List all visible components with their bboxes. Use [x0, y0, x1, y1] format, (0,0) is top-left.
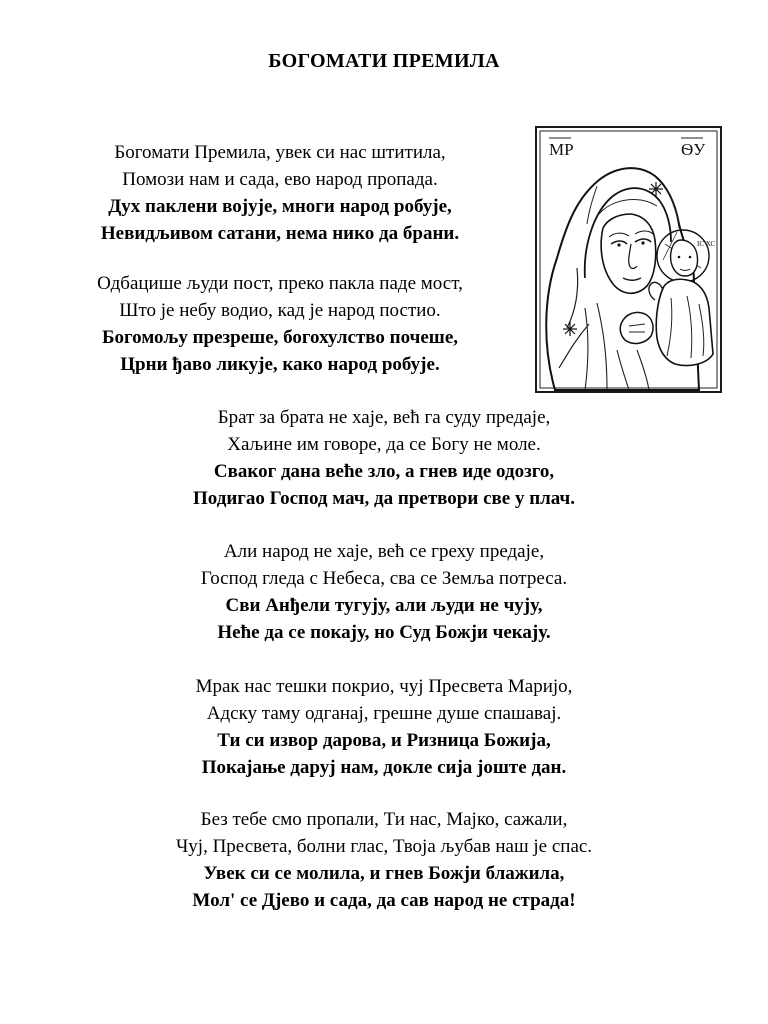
stanza-line-bold: Ти си извор дарова, и Ризница Божија,: [217, 730, 551, 751]
stanza-line-bold: Подигао Господ мач, да претвори све у плач.: [192, 488, 576, 509]
icon-label-right: ѲУ: [681, 140, 706, 159]
stanza-5: [84, 673, 684, 781]
stanza-line: Богомати Премила, увек си нас штитила,: [114, 142, 446, 163]
stanza-2: [40, 270, 520, 378]
virgin-and-child-icon: [537, 128, 720, 391]
stanza-line-bold: Покајање даруј нам, докле сија јоште дан.: [201, 757, 567, 778]
stanza-line-bold: Богомољу презреше, богохулство почеше,: [101, 327, 459, 348]
stanza-6: [84, 806, 684, 914]
stanza-line: Без тебе смо пропали, Ти нас, Мајко, сажали,: [200, 809, 568, 830]
stanza-line-bold: Невидљивом сатани, нема нико да брани.: [100, 223, 460, 244]
stanza-line-bold: Сви Анђели тугују, али људи не чују,: [225, 595, 543, 616]
stanza-4: [84, 538, 684, 646]
stanza-line: Адску таму одганај, грешне душе спашавај.: [206, 703, 562, 724]
stanza-line: Господ гледа с Небеса, сва се Земља потреса.: [200, 568, 568, 589]
stanza-1: [40, 139, 520, 247]
stanza-line-bold: Мол' се Дјево и сада, да сав народ не страда!: [192, 890, 576, 911]
stanza-line: Што је небу водио, кад је народ постио.: [119, 300, 441, 321]
stanza-line: Мрак нас тешки покрио, чуј Пресвета Маријо,: [195, 676, 573, 697]
stanza-line: Чуј, Пресвета, болни глас, Твоја љубав наш је спас.: [175, 836, 593, 857]
stanza-line: Али народ не хаје, већ се греху предаје,: [223, 541, 545, 562]
icon-illustration: [535, 126, 722, 393]
stanza-line-bold: Црни ђаво ликује, како народ робује.: [120, 354, 440, 375]
stanza-line-bold: Увек си се молила, и гнев Божји блажила,: [203, 863, 565, 884]
stanza-line-bold: Сваког дана веће зло, а гнев иде одозго,: [213, 461, 555, 482]
stanza-line: Помози нам и сада, ево народ пропада.: [122, 169, 438, 190]
stanza-3: [84, 404, 684, 512]
stanza-line: Хаљине им говоре, да се Богу не моле.: [227, 434, 541, 455]
icon-label-child: ІС ХС: [697, 240, 716, 248]
stanza-line: Одбацише људи пост, преко пакла паде мост,: [97, 273, 463, 294]
page-title: БОГОМАТИ ПРЕМИЛА: [268, 50, 500, 72]
stanza-line-bold: Неће да се покају, но Суд Божји чекају.: [217, 622, 551, 643]
stanza-line-bold: Дух паклени војује, многи народ робује,: [108, 196, 452, 217]
stanza-line: Брат за брата не хаје, већ га суду предаје,: [217, 407, 551, 428]
icon-label-left: МР: [549, 140, 574, 159]
